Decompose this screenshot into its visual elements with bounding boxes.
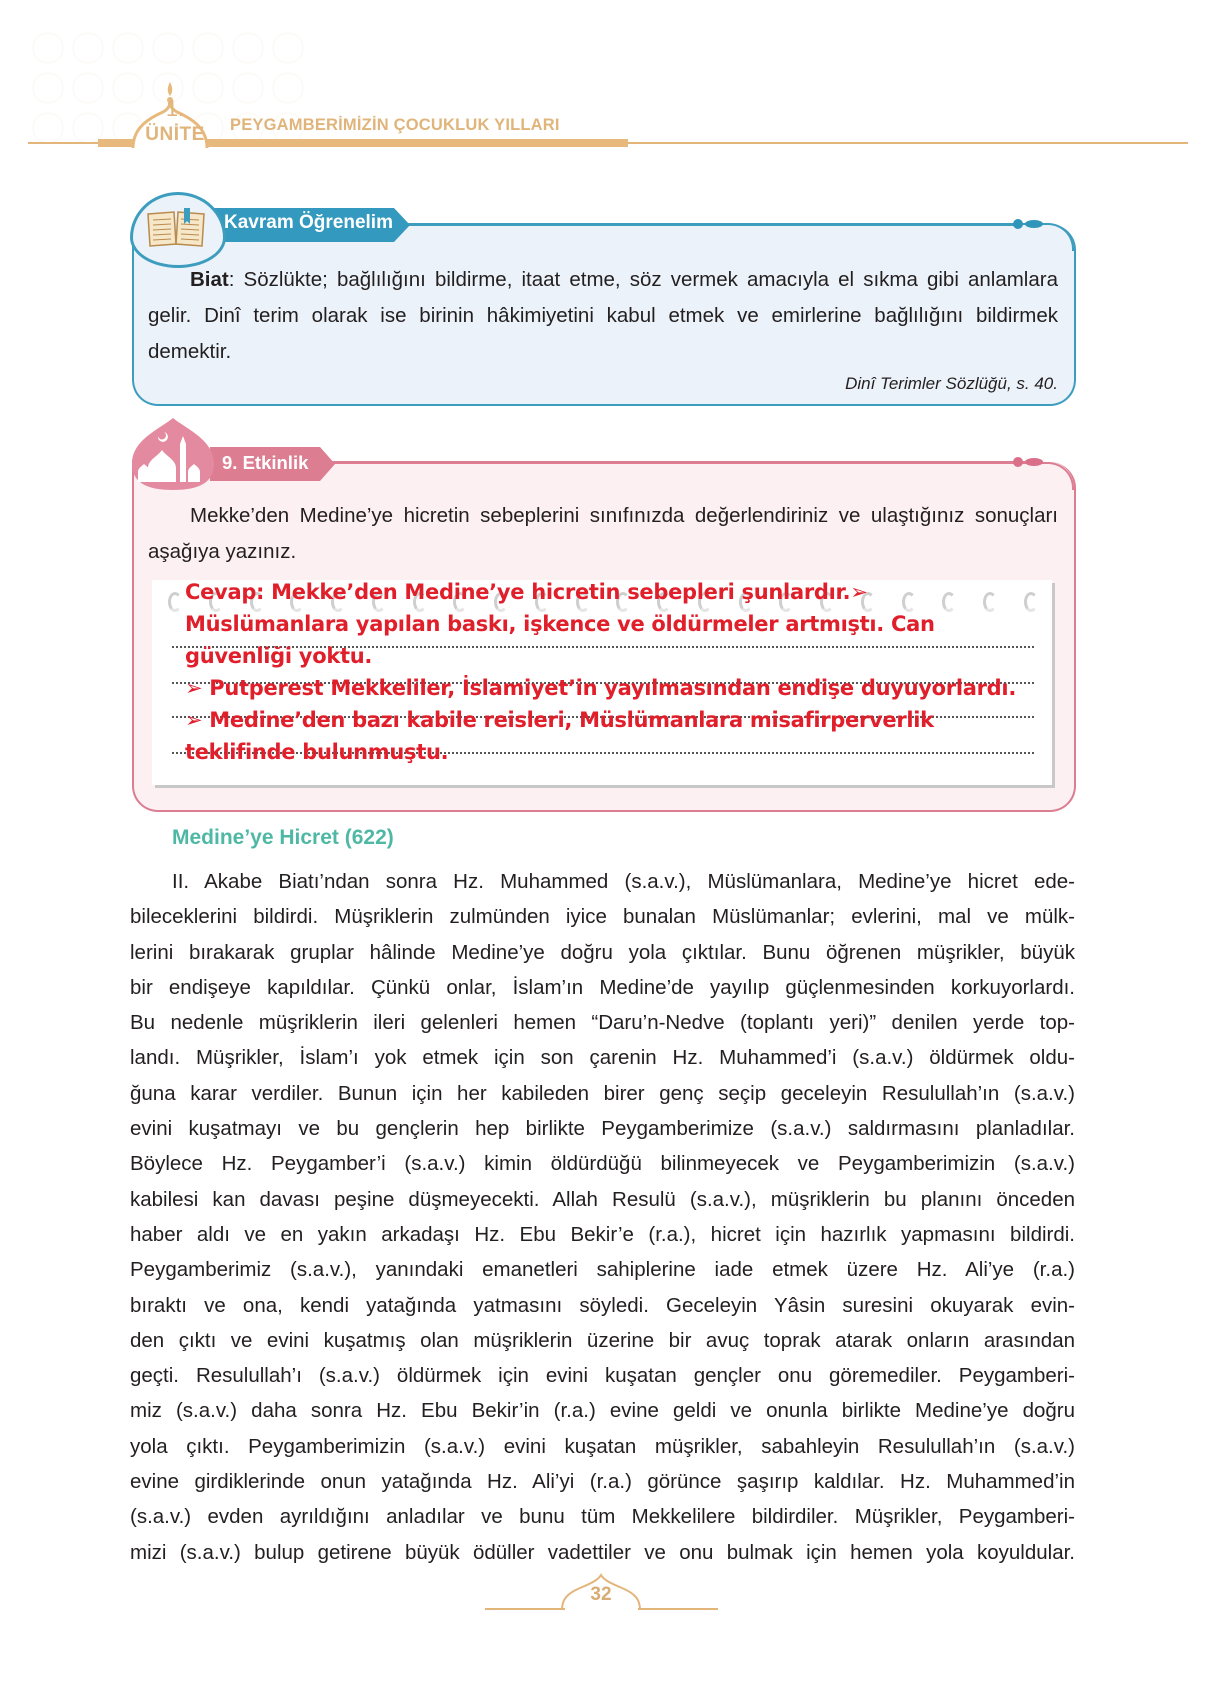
body-line: yola çıktı. Peygamberimizin (s.a.v.) evini kuşatan müşrikler, sabahleyin Resulullah’ın (s.a.v.) [130,1434,1075,1458]
open-book-icon [146,208,206,248]
body-line: kabilesi kan davası peşine düşmeyecekti. Allah Resulü (s.a.v.), müşriklerin bu planını önceden [130,1187,1075,1211]
answer-line: Cevap: Mekke’den Medine’ye hicretin sebepleri şunlardır.➢ [185,580,868,604]
body-line: lerini bırakarak gruplar hâlinde Medine’ye doğru yola çıktılar. Bunu öğrenen müşrikler, büyük [130,940,1075,964]
answer-line: ➢ Medine’den bazı kabile reisleri, Müslümanlara misafirperverlik [185,708,934,732]
body-line: miz (s.a.v.) daha sonra Hz. Ebu Bekir’in (r.a.) evine geldi ve onunla birlikte Medine’ye doğru [130,1399,1075,1423]
concept-box-corner [1018,223,1074,251]
concept-box-top-rule [400,223,1020,226]
body-line: den çıktı ve evini kuşatmış olan müşriklerin üzerine bir avuç toprak atarak onların arasından [130,1328,1075,1352]
section-title: Medine’ye Hicret (622) [172,826,394,849]
body-line: mizi (s.a.v.) bulup getirene büyük ödüller vadettiler ve onu bulmak için hemen yola koyuldular. [130,1540,1075,1564]
body-line: bıraktı ve ona, kendi yatağında yatmasını söyledi. Geceleyin Yâsin suresini okuyarak evin- [130,1293,1075,1317]
answer-line: teklifinde bulunmuştu. [185,740,449,764]
body-line: Peygamberimiz (s.a.v.), yanındaki emanetleri sahiplerine iade etmek üzere Hz. Ali’ye (r.a.) [130,1258,1075,1282]
ring-icon [168,592,182,612]
chapter-title: PEYGAMBERİMİZİN ÇOCUKLUK YILLARI [230,116,560,134]
answer-line: ➢ Putperest Mekkeliler, İslamiyet’in yayılmasından endişe duyuyorlardı. [185,676,1016,700]
activity-prompt: Mekke’den Medine’ye hicretin sebeplerini sınıfınızda değerlendiriniz ve ulaştığınız sonuçları aşağıya yazınız. [148,504,1058,563]
concept-term: Biat [190,268,229,291]
body-line: bileceklerini bildirdi. Müşriklerin zulmünden iyice bunalan Müslümanlar; evlerini, mal ve mülk- [130,905,1075,929]
ornament-drop [1025,220,1043,228]
body-line: II. Akabe Biatı’ndan sonra Hz. Muhammed (s.a.v.), Müslümanlara, Medine’ye hicret ede- [172,870,1075,893]
footer-rule-left [485,1608,565,1610]
body-line: bir endişeye kapıldılar. Çünkü onlar, İslam’ın Medine’de yayılıp güçlenmesinden korkuyorlardı. [130,975,1075,999]
footer-rule-right [638,1608,718,1610]
body-line: evini kuşatmayı ve bu gençlerin hep birlikte Peygamberimize (s.a.v.) saldırmasını planladılar. [130,1117,1075,1141]
header-rule-left [28,142,98,144]
activity-banner-title: 9. Etkinlik [222,452,309,473]
section-body [130,864,1075,1570]
answer-text[interactable] [185,576,1045,768]
concept-source: Dinî Terimler Sözlüğü, s. 40. [845,374,1058,393]
ornament-drop [1025,458,1043,466]
body-line: ğuna karar verdiler. Bunun için her kabileden birer genç seçip geceleyin Resulullah’ın (s.a.v.) [130,1081,1075,1105]
body-line: Bu nedenle müşriklerin ileri gelenleri hemen “Daru’n-Nedve (toplantı yeri)” denilen yerde top- [130,1011,1075,1035]
concept-banner-title: Kavram Öğrenelim [224,212,393,233]
concept-definition-text: : Sözlükte; bağlılığını bildirme, itaat etme, söz vermek amacıyla el sıkma gibi anlamlara gelir. Dinî terim olarak ise birinin hâkimiyetini kabul etmek ve emirlerine bağlılığını bildirmek demektir. [148,268,1058,363]
activity-box-corner [1018,462,1074,490]
ornament-dot [1013,219,1023,229]
unit-number: 1. [165,96,185,121]
answer-line: güvenliği yoktu. [185,644,373,668]
body-line: geçti. Resulullah’ı (s.a.v.) öldürmek için evini kuşatan gençler onu göremediler. Peygamberi- [130,1364,1075,1388]
ornament-dot [1013,457,1023,467]
body-line: (s.a.v.) evden ayrıldığını anladılar ve bunu tüm Mekkelilere bildirdiler. Müşrikler, Peygamberi- [130,1505,1075,1529]
answer-line: Müslümanlara yapılan baskı, işkence ve öldürmeler artmıştı. Can [185,612,935,636]
page-number: 32 [590,1584,612,1605]
body-line: haber aldı ve en yakın arkadaşı Hz. Ebu Bekir’e (r.a.), hicret için hazırlık yapmasını bildirdi. [130,1222,1075,1246]
concept-definition [148,262,1058,370]
header-rule-right [628,142,1188,144]
activity-box-top-rule [325,461,1025,464]
body-line: evine girdiklerinde onun yatağında Hz. Ali’yi (r.a.) görünce şaşırıp kaldılar. Hz. Muhammed’in [130,1470,1075,1494]
unit-label: ÜNİTE [145,124,205,145]
mosque-icon [128,416,218,492]
body-line: landı. Müşrikler, İslam’ı yok etmek için son çarenin Hz. Muhammed’i (s.a.v.) öldürmek oldu- [130,1046,1075,1070]
body-line: Böylece Hz. Peygamber’i (s.a.v.) kimin öldürdüğü bilinmeyecek ve Peygamberimizin (s.a.v.) [130,1152,1075,1176]
